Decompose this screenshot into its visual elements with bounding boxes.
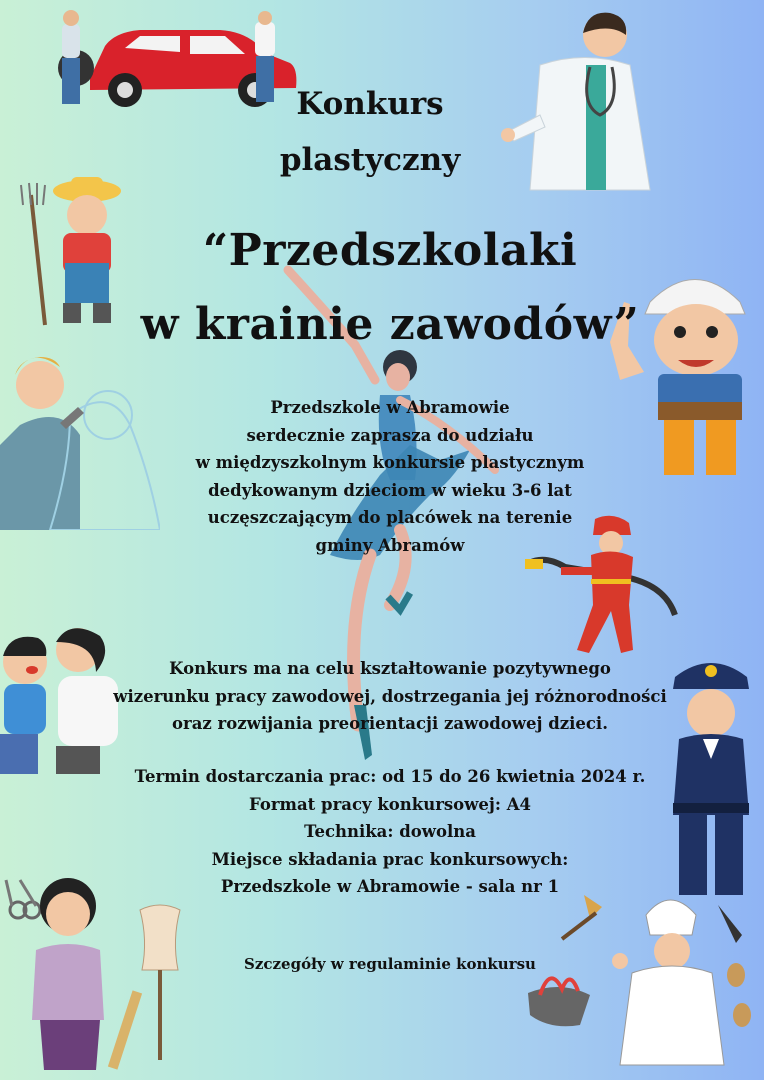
footer-note: Szczegóły w regulaminie konkursu bbox=[244, 955, 536, 973]
hairdresser-illustration bbox=[0, 345, 160, 530]
tailor-illustration bbox=[0, 870, 200, 1080]
details-paragraph bbox=[100, 763, 680, 901]
invitation-line: Przedszkole w Abramowie bbox=[270, 398, 510, 417]
details-line-deadline: Termin dostarczania prac: od 15 do 26 kwietnia 2024 r. bbox=[134, 767, 646, 786]
contest-subtitle bbox=[110, 214, 670, 362]
contest-title bbox=[240, 76, 500, 188]
contest-title-line: Konkurs bbox=[296, 86, 444, 122]
details-line-technique: Technika: dowolna bbox=[304, 822, 476, 841]
chef-illustration bbox=[520, 885, 758, 1075]
contest-subtitle-line: w krainie zawodów” bbox=[140, 299, 640, 350]
invitation-line: dedykowanym dzieciom w wieku 3-6 lat bbox=[208, 480, 572, 500]
details-line-place: Przedszkole w Abramowie - sala nr 1 bbox=[220, 877, 560, 896]
invitation-line: serdecznie zaprasza do udziału bbox=[246, 425, 534, 445]
details-line-format: Format pracy konkursowej: A4 bbox=[249, 794, 531, 814]
details-line-place-label: Miejsce składania prac konkursowych: bbox=[211, 849, 569, 869]
goal-line: Konkurs ma na celu kształtowanie pozytywnego bbox=[169, 659, 611, 678]
goal-paragraph bbox=[100, 655, 680, 738]
invitation-line: gminy Abramów bbox=[315, 535, 465, 555]
contest-subtitle-line: “Przedszkolaki bbox=[202, 225, 578, 276]
goal-line: wizerunku pracy zawodowej, dostrzegania jej różnorodności bbox=[113, 686, 667, 706]
invitation-paragraph bbox=[150, 394, 630, 559]
goal-line: oraz rozwijania preorientacji zawodowej dzieci. bbox=[172, 714, 608, 733]
invitation-line: uczęszczającym do placówek na terenie bbox=[207, 508, 573, 527]
doctor-illustration bbox=[500, 5, 670, 195]
contest-title-line: plastyczny bbox=[279, 142, 461, 178]
invitation-line: w międzyszkolnym konkursie plastycznym bbox=[195, 453, 585, 472]
